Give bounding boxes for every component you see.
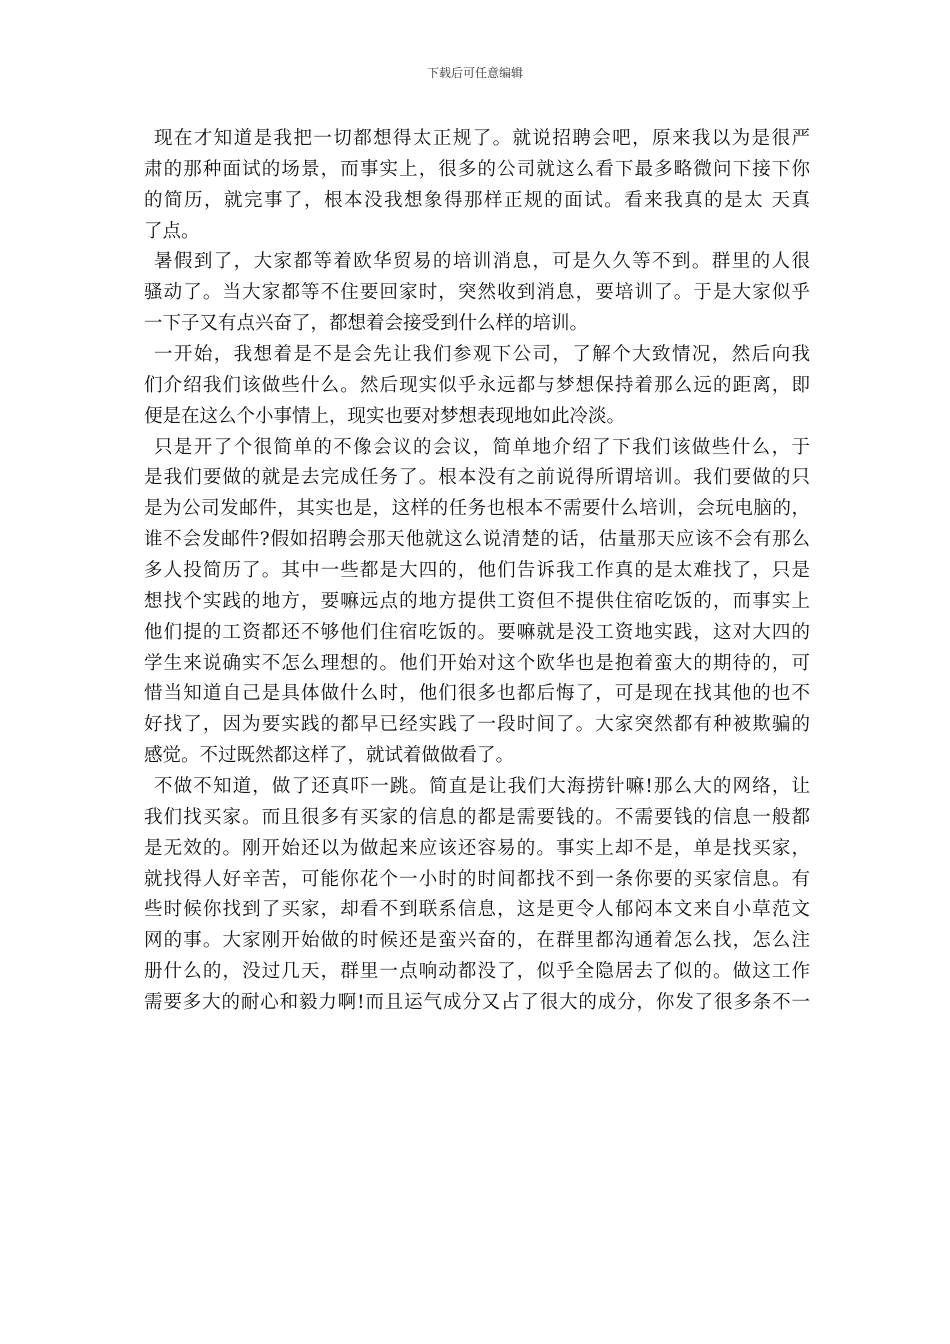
- text-line: 想找个实践的地方，要嘛远点的地方提供工资但不提供住宿吃饭的，而事实上: [144, 590, 810, 612]
- paragraph-first-line: 现在才知道是我把一切都想得太正规了。就说招聘会吧，原来我以为是很严: [154, 128, 810, 149]
- text-line: 肃的那种面试的场景，而事实上，很多的公司就这么看下最多略微问下接下你: [144, 158, 810, 180]
- text-line: 感觉。不过既然都这样了，就试着做做看了。: [144, 745, 515, 767]
- text-line: 是无效的。刚开始还以为做起来应该还容易的。事实上却不是，单是找买家，: [144, 837, 810, 859]
- text-line: 骚动了。当大家都等不住要回家时，突然收到消息，要培训了。于是大家似乎: [144, 282, 810, 304]
- text-line: 网的事。大家刚开始做的时候还是蛮兴奋的，在群里都沟通着怎么找，怎么注: [144, 930, 810, 952]
- text-line: 需要多大的耐心和毅力啊!而且运气成分又占了很大的成分，你发了很多条不一: [144, 992, 810, 1014]
- text-line: 些时候你找到了买家，却看不到联系信息，这是更令人郁闷本文来自小草范文: [144, 899, 810, 921]
- text-line: 是我们要做的就是去完成任务了。根本没有之前说得所谓培训。我们要做的只: [144, 467, 810, 489]
- text-line: 我们找买家。而且很多有买家的信息的都是需要钱的。不需要钱的信息一般都: [144, 806, 810, 828]
- text-line: 好找了，因为要实践的都早已经实践了一段时间了。大家突然都有种被欺骗的: [144, 714, 810, 736]
- body-text: [144, 124, 810, 1019]
- text-line: 是为公司发邮件，其实也是，这样的任务也根本不需要什么培训，会玩电脑的，: [144, 498, 810, 520]
- text-line: 一下子又有点兴奋了，都想着会接受到什么样的培训。: [144, 313, 589, 335]
- text-line: 了点。: [144, 220, 200, 242]
- text-line: 多人投简历了。其中一些都是大四的，他们告诉我工作真的是太难找了，只是: [144, 560, 810, 582]
- text-line: 惜当知道自己是具体做什么时，他们很多也都后悔了，可是现在找其他的也不: [144, 683, 810, 705]
- page-header: 下载后可任意编辑: [426, 66, 523, 80]
- text-line: 们介绍我们该做些什么。然后现实似乎永远都与梦想保持着那么远的距离，即: [144, 374, 810, 396]
- text-line: 的简历，就完事了，根本没我想象得那样正规的面试。看来我真的是太 天真: [144, 189, 810, 211]
- text-line: 他们提的工资都还不够他们住宿吃饭的。要嘛就是没工资地实践，这对大四的: [144, 621, 810, 643]
- paragraph-first-line: 一开始，我想着是不是会先让我们参观下公司，了解个大致情况，然后向我: [154, 344, 810, 366]
- paragraph-first-line: 不做不知道，做了还真吓一跳。简直是让我们大海捞针嘛!那么大的网络，让: [154, 776, 810, 798]
- text-line: 谁不会发邮件?假如招聘会那天他就这么说清楚的话，估量那天应该不会有那么: [144, 529, 810, 551]
- paragraph-first-line: 暑假到了，大家都等着欧华贸易的培训消息，可是久久等不到。群里的人很: [154, 251, 810, 273]
- text-line: 就找得人好辛苦，可能你花个一小时的时间都找不到一条你要的买家信息。有: [144, 868, 810, 890]
- text-line: 学生来说确实不怎么理想的。他们开始对这个欧华也是抱着蛮大的期待的，可: [144, 652, 810, 674]
- paragraph-first-line: 只是开了个很简单的不像会议的会议，简单地介绍了下我们该做些什么，于: [154, 436, 810, 458]
- text-line: 册什么的，没过几天，群里一点响动都没了，似乎全隐居去了似的。做这工作: [144, 961, 810, 983]
- text-line: 便是在这么个小事情上，现实也要对梦想表现地如此冷淡。: [144, 405, 626, 427]
